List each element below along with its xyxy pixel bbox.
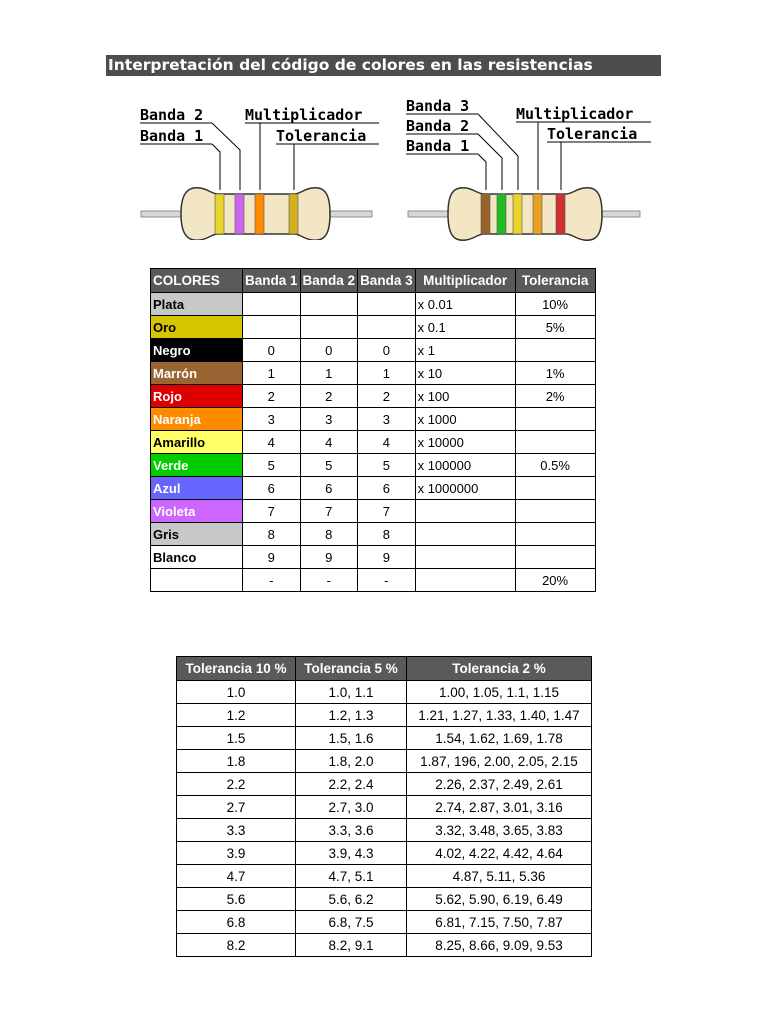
tolerance-cell: 1.00, 1.05, 1.1, 1.15	[407, 681, 592, 704]
tolerance-cell: 6.8	[177, 911, 296, 934]
color-name-cell: Gris	[151, 523, 243, 546]
tolerance-cell: 2.2	[177, 773, 296, 796]
banda-1-cell	[243, 293, 301, 316]
table-row	[177, 681, 592, 704]
header-tolerancia-10: Tolerancia 10 %	[177, 657, 296, 681]
banda-2-cell: 4	[300, 431, 358, 454]
resistor-band	[215, 194, 224, 234]
banda-2-cell: 7	[300, 500, 358, 523]
table-row	[151, 431, 596, 454]
resistor-band	[556, 194, 565, 234]
banda-1-cell: 4	[243, 431, 301, 454]
resistor-band	[481, 194, 490, 234]
multiplicador-cell: x 100000	[415, 454, 515, 477]
tolerance-cell: 3.32, 3.48, 3.65, 3.83	[407, 819, 592, 842]
banda-2-cell: 9	[300, 546, 358, 569]
table-row	[151, 339, 596, 362]
table-row	[151, 316, 596, 339]
table-row	[177, 727, 592, 750]
table-row	[151, 293, 596, 316]
tolerance-series-table	[176, 656, 592, 957]
tolerancia-cell	[515, 477, 595, 500]
banda-2-cell: 1	[300, 362, 358, 385]
banda-3-cell: -	[358, 569, 416, 592]
tolerance-cell: 1.87, 196, 2.00, 2.05, 2.15	[407, 750, 592, 773]
label-tolerancia: Tolerancia	[547, 125, 638, 143]
header-banda-2: Banda 2	[300, 269, 358, 293]
banda-1-cell: 2	[243, 385, 301, 408]
table-row	[151, 362, 596, 385]
table-row	[177, 796, 592, 819]
label-multiplicador: Multiplicador	[516, 105, 634, 123]
multiplicador-cell: x 0.1	[415, 316, 515, 339]
resistor-band	[497, 194, 506, 234]
tolerancia-cell: 2%	[515, 385, 595, 408]
banda-3-cell	[358, 316, 416, 339]
resistor-band	[255, 194, 264, 234]
header-banda-1: Banda 1	[243, 269, 301, 293]
tolerancia-cell: 10%	[515, 293, 595, 316]
tolerance-cell: 1.8, 2.0	[296, 750, 407, 773]
color-name-cell: Oro	[151, 316, 243, 339]
resistor-body	[448, 188, 602, 241]
tolerance-cell: 4.7	[177, 865, 296, 888]
tolerance-cell: 8.2, 9.1	[296, 934, 407, 957]
color-name-cell: Rojo	[151, 385, 243, 408]
label-banda-1: Banda 1	[140, 127, 204, 145]
banda-2-cell: 3	[300, 408, 358, 431]
tolerance-cell: 2.26, 2.37, 2.49, 2.61	[407, 773, 592, 796]
color-name-cell: Amarillo	[151, 431, 243, 454]
resistor-diagram-4-band	[136, 100, 381, 240]
table-row	[177, 842, 592, 865]
color-name-cell: Violeta	[151, 500, 243, 523]
banda-1-cell: -	[243, 569, 301, 592]
banda-2-cell: -	[300, 569, 358, 592]
multiplicador-cell: x 10	[415, 362, 515, 385]
banda-3-cell: 9	[358, 546, 416, 569]
tolerance-cell: 1.2, 1.3	[296, 704, 407, 727]
table-row	[177, 773, 592, 796]
resistor-band	[533, 194, 542, 234]
table-row	[151, 523, 596, 546]
table-row	[151, 454, 596, 477]
banda-1-cell: 0	[243, 339, 301, 362]
multiplicador-cell: x 10000	[415, 431, 515, 454]
banda-2-cell	[300, 316, 358, 339]
tolerance-cell: 3.9, 4.3	[296, 842, 407, 865]
resistor-band	[235, 194, 244, 234]
resistor-diagram-5-band	[402, 92, 652, 242]
banda-1-cell	[243, 316, 301, 339]
banda-3-cell	[358, 293, 416, 316]
tolerancia-cell: 20%	[515, 569, 595, 592]
banda-3-cell: 5	[358, 454, 416, 477]
label-banda-2: Banda 2	[406, 117, 470, 135]
tolerance-cell: 6.81, 7.15, 7.50, 7.87	[407, 911, 592, 934]
multiplicador-cell: x 100	[415, 385, 515, 408]
tolerancia-cell	[515, 408, 595, 431]
color-name-cell: Naranja	[151, 408, 243, 431]
banda-3-cell: 0	[358, 339, 416, 362]
table-row	[151, 500, 596, 523]
color-name-cell	[151, 569, 243, 592]
tolerance-cell: 2.7	[177, 796, 296, 819]
multiplicador-cell	[415, 500, 515, 523]
tolerancia-cell	[515, 523, 595, 546]
banda-3-cell: 2	[358, 385, 416, 408]
banda-3-cell: 8	[358, 523, 416, 546]
color-name-cell: Plata	[151, 293, 243, 316]
header-colores: COLORES	[151, 269, 243, 293]
tolerance-cell: 1.21, 1.27, 1.33, 1.40, 1.47	[407, 704, 592, 727]
header-banda-3: Banda 3	[358, 269, 416, 293]
multiplicador-cell: x 0.01	[415, 293, 515, 316]
tolerancia-cell	[515, 546, 595, 569]
tolerance-cell: 1.54, 1.62, 1.69, 1.78	[407, 727, 592, 750]
table-row	[177, 819, 592, 842]
table-row	[151, 546, 596, 569]
banda-1-cell: 6	[243, 477, 301, 500]
multiplicador-cell: x 1	[415, 339, 515, 362]
table-row	[177, 750, 592, 773]
tolerancia-cell: 1%	[515, 362, 595, 385]
banda-3-cell: 1	[358, 362, 416, 385]
color-code-table	[150, 268, 596, 592]
banda-1-cell: 7	[243, 500, 301, 523]
tolerance-cell: 2.7, 3.0	[296, 796, 407, 819]
tolerance-cell: 1.2	[177, 704, 296, 727]
tolerancia-cell	[515, 431, 595, 454]
tolerance-cell: 8.25, 8.66, 9.09, 9.53	[407, 934, 592, 957]
banda-1-cell: 9	[243, 546, 301, 569]
color-table-header-row	[151, 269, 596, 293]
banda-3-cell: 6	[358, 477, 416, 500]
banda-3-cell: 3	[358, 408, 416, 431]
banda-2-cell: 2	[300, 385, 358, 408]
tolerance-cell: 4.02, 4.22, 4.42, 4.64	[407, 842, 592, 865]
tolerance-cell: 4.87, 5.11, 5.36	[407, 865, 592, 888]
tolerance-cell: 5.62, 5.90, 6.19, 6.49	[407, 888, 592, 911]
tolerance-cell: 6.8, 7.5	[296, 911, 407, 934]
table-row	[151, 477, 596, 500]
multiplicador-cell	[415, 523, 515, 546]
tolerancia-cell	[515, 500, 595, 523]
tolerance-cell: 4.7, 5.1	[296, 865, 407, 888]
label-banda-3: Banda 3	[406, 97, 470, 115]
resistor-band	[513, 194, 522, 234]
multiplicador-cell	[415, 569, 515, 592]
tolerancia-cell	[515, 339, 595, 362]
label-multiplicador: Multiplicador	[245, 106, 363, 124]
tolerance-cell: 1.5, 1.6	[296, 727, 407, 750]
resistor-band	[289, 194, 298, 234]
label-banda-1: Banda 1	[406, 137, 470, 155]
table-row	[177, 888, 592, 911]
banda-1-cell: 3	[243, 408, 301, 431]
tolerance-cell: 2.74, 2.87, 3.01, 3.16	[407, 796, 592, 819]
label-banda-2: Banda 2	[140, 106, 204, 124]
table-row	[177, 704, 592, 727]
tolerancia-cell: 0.5%	[515, 454, 595, 477]
tolerance-cell: 2.2, 2.4	[296, 773, 407, 796]
banda-2-cell: 0	[300, 339, 358, 362]
banda-3-cell: 4	[358, 431, 416, 454]
header-tolerancia-5: Tolerancia 5 %	[296, 657, 407, 681]
header-tolerancia-2: Tolerancia 2 %	[407, 657, 592, 681]
table-row	[151, 385, 596, 408]
color-name-cell: Negro	[151, 339, 243, 362]
banda-2-cell: 5	[300, 454, 358, 477]
tolerance-cell: 3.3	[177, 819, 296, 842]
header-multiplicador: Multiplicador	[415, 269, 515, 293]
tolerance-cell: 1.8	[177, 750, 296, 773]
banda-2-cell: 6	[300, 477, 358, 500]
tolerance-cell: 1.0, 1.1	[296, 681, 407, 704]
tolerance-cell: 5.6, 6.2	[296, 888, 407, 911]
table-row	[177, 865, 592, 888]
table-row	[151, 569, 596, 592]
tolerance-table-header-row	[177, 657, 592, 681]
banda-1-cell: 8	[243, 523, 301, 546]
table-row	[177, 934, 592, 957]
multiplicador-cell: x 1000000	[415, 477, 515, 500]
color-name-cell: Blanco	[151, 546, 243, 569]
color-name-cell: Marrón	[151, 362, 243, 385]
banda-2-cell: 8	[300, 523, 358, 546]
tolerance-cell: 3.3, 3.6	[296, 819, 407, 842]
tolerance-cell: 8.2	[177, 934, 296, 957]
table-row	[177, 911, 592, 934]
multiplicador-cell: x 1000	[415, 408, 515, 431]
banda-3-cell: 7	[358, 500, 416, 523]
banda-2-cell	[300, 293, 358, 316]
color-name-cell: Verde	[151, 454, 243, 477]
table-row	[151, 408, 596, 431]
multiplicador-cell	[415, 546, 515, 569]
tolerance-cell: 5.6	[177, 888, 296, 911]
tolerance-cell: 1.5	[177, 727, 296, 750]
color-name-cell: Azul	[151, 477, 243, 500]
tolerance-cell: 3.9	[177, 842, 296, 865]
label-tolerancia: Tolerancia	[276, 127, 367, 145]
header-tolerancia: Tolerancia	[515, 269, 595, 293]
tolerance-cell: 1.0	[177, 681, 296, 704]
banda-1-cell: 1	[243, 362, 301, 385]
banda-1-cell: 5	[243, 454, 301, 477]
tolerancia-cell: 5%	[515, 316, 595, 339]
page-title: Interpretación del código de colores en las resistencias	[106, 55, 661, 76]
